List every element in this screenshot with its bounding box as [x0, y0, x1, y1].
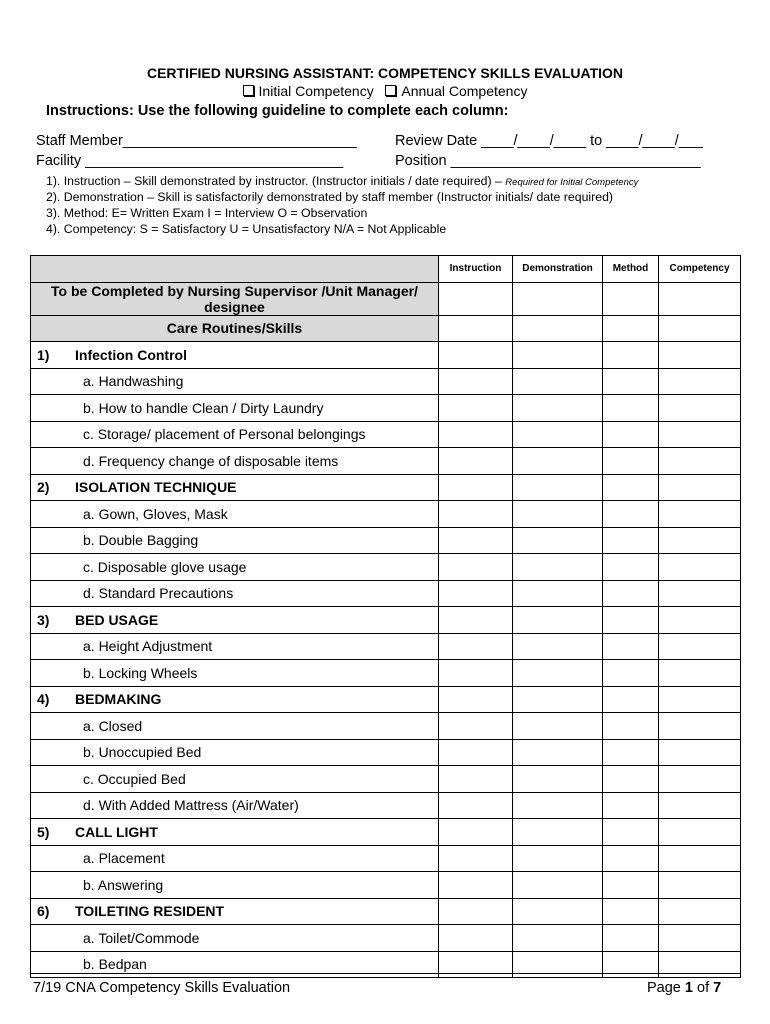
initial-competency-label: Initial Competency: [258, 83, 374, 99]
skill-label: d. With Added Mattress (Air/Water): [31, 792, 439, 819]
skill-label: a. Toilet/Commode: [31, 925, 439, 952]
column-demonstration: Demonstration: [513, 256, 603, 283]
cell-instruction[interactable]: [439, 739, 513, 766]
cell-demonstration[interactable]: [513, 282, 603, 315]
cell-instruction[interactable]: [439, 580, 513, 607]
skill-label: c. Disposable glove usage: [31, 554, 439, 581]
cell-instruction[interactable]: [439, 368, 513, 395]
skill-label: b. Double Bagging: [31, 527, 439, 554]
category-name: TOILETING RESIDENT: [75, 903, 225, 920]
cell-competency[interactable]: [659, 282, 741, 315]
annual-competency-label: Annual Competency: [401, 83, 528, 99]
supervisor-line1: To be Completed by Nursing Supervisor /Unit Manager/: [51, 282, 418, 299]
cell-demonstration[interactable]: [513, 686, 603, 713]
category-number: 3): [37, 611, 50, 628]
legend-method: 3). Method: E= Written Exam I = Interview O = Observation: [46, 206, 368, 220]
category-row: [31, 898, 741, 925]
cell-demonstration[interactable]: [513, 368, 603, 395]
cell-method[interactable]: [603, 282, 659, 315]
skill-label: a. Handwashing: [31, 368, 439, 395]
cell-competency[interactable]: [659, 633, 741, 660]
cell-demonstration[interactable]: [513, 872, 603, 899]
cell-demonstration[interactable]: [513, 342, 603, 369]
table-header-row: [31, 256, 741, 283]
cell-demonstration[interactable]: [513, 845, 603, 872]
cell-method[interactable]: [603, 766, 659, 793]
cell-demonstration[interactable]: [513, 315, 603, 342]
supervisor-row: [31, 282, 741, 315]
legend-instruction: [46, 174, 638, 188]
cell-instruction[interactable]: [439, 660, 513, 687]
cell-competency[interactable]: [659, 554, 741, 581]
cell-instruction[interactable]: [439, 925, 513, 952]
cell-demonstration[interactable]: [513, 660, 603, 687]
skill-label: a. Height Adjustment: [31, 633, 439, 660]
instructions-heading: Instructions: Use the following guideline to complete each column:: [46, 103, 509, 119]
cell-demonstration[interactable]: [513, 554, 603, 581]
category-name: ISOLATION TECHNIQUE: [75, 479, 237, 496]
page-prefix: Page: [647, 980, 681, 996]
cell-instruction[interactable]: [439, 766, 513, 793]
cell-method[interactable]: [603, 792, 659, 819]
skill-row: [31, 845, 741, 872]
category-name: BED USAGE: [75, 611, 159, 628]
cell-method[interactable]: [603, 342, 659, 369]
cell-method[interactable]: [603, 713, 659, 740]
cell-method[interactable]: [603, 607, 659, 634]
category-cell: [31, 474, 439, 501]
cell-competency[interactable]: [659, 925, 741, 952]
cell-competency[interactable]: [659, 342, 741, 369]
cell-competency[interactable]: [659, 660, 741, 687]
cell-instruction[interactable]: [439, 448, 513, 475]
cell-competency[interactable]: [659, 315, 741, 342]
cell-demonstration[interactable]: [513, 501, 603, 528]
skill-row: [31, 633, 741, 660]
skills-table: [30, 255, 741, 978]
skill-row: [31, 501, 741, 528]
cell-instruction[interactable]: [439, 421, 513, 448]
legend-instruction-text: 1). Instruction – Skill demonstrated by instructor. (Instructor initials / date required) –: [46, 174, 502, 188]
skill-label: c. Storage/ placement of Personal belongings: [31, 421, 439, 448]
cell-method[interactable]: [603, 527, 659, 554]
cell-demonstration[interactable]: [513, 739, 603, 766]
cell-method[interactable]: [603, 898, 659, 925]
cell-method[interactable]: [603, 315, 659, 342]
header-blank-cell: [31, 256, 439, 283]
cell-method[interactable]: [603, 580, 659, 607]
footer-divider: [30, 973, 740, 974]
footer-title: 7/19 CNA Competency Skills Evaluation: [33, 980, 291, 996]
cell-method[interactable]: [603, 686, 659, 713]
cell-demonstration[interactable]: [513, 925, 603, 952]
category-name: CALL LIGHT: [75, 823, 158, 840]
cell-competency[interactable]: [659, 819, 741, 846]
initial-competency-checkbox[interactable]: [243, 85, 254, 96]
cell-instruction[interactable]: [439, 607, 513, 634]
cell-competency[interactable]: [659, 395, 741, 422]
skill-label: b. Bedpan: [31, 951, 439, 978]
cell-competency[interactable]: [659, 580, 741, 607]
category-row: [31, 607, 741, 634]
skill-label: d. Standard Precautions: [31, 580, 439, 607]
care-routines-row: [31, 315, 741, 342]
document-title: CERTIFIED NURSING ASSISTANT: COMPETENCY SKILLS EVALUATION: [146, 65, 624, 81]
category-name: BEDMAKING: [75, 691, 162, 708]
cell-method[interactable]: [603, 872, 659, 899]
skill-row: [31, 580, 741, 607]
cell-method[interactable]: [603, 474, 659, 501]
page-current: 1: [684, 980, 693, 996]
category-name: Infection Control: [75, 346, 187, 363]
cell-method[interactable]: [603, 421, 659, 448]
cell-competency[interactable]: [659, 872, 741, 899]
cell-instruction[interactable]: [439, 713, 513, 740]
skill-rows: [31, 342, 741, 978]
skill-row: [31, 421, 741, 448]
supervisor-line2: designee: [204, 298, 265, 315]
cell-instruction[interactable]: [439, 527, 513, 554]
cell-method[interactable]: [603, 448, 659, 475]
skill-label: a. Placement: [31, 845, 439, 872]
legend-competency: 4). Competency: S = Satisfactory U = Unsatisfactory N/A = Not Applicable: [46, 222, 447, 236]
category-cell: [31, 819, 439, 846]
cell-instruction[interactable]: [439, 315, 513, 342]
skill-label: b. Locking Wheels: [31, 660, 439, 687]
category-cell: [31, 342, 439, 369]
skill-label: b. Answering: [31, 872, 439, 899]
cell-demonstration[interactable]: [513, 580, 603, 607]
page-number: [647, 980, 721, 996]
cell-method[interactable]: [603, 925, 659, 952]
cell-instruction[interactable]: [439, 792, 513, 819]
supervisor-cell: [31, 282, 439, 315]
category-number: 4): [37, 691, 50, 708]
skill-label: d. Frequency change of disposable items: [31, 448, 439, 475]
staff-member-field[interactable]: Staff Member_____________________________: [36, 133, 357, 149]
cell-competency[interactable]: [659, 766, 741, 793]
category-row: [31, 342, 741, 369]
cell-demonstration[interactable]: [513, 713, 603, 740]
cell-instruction[interactable]: [439, 554, 513, 581]
cell-instruction[interactable]: [439, 474, 513, 501]
column-competency: Competency: [659, 256, 741, 283]
cell-demonstration[interactable]: [513, 792, 603, 819]
skill-row: [31, 739, 741, 766]
cell-competency[interactable]: [659, 898, 741, 925]
category-number: 5): [37, 823, 50, 840]
skill-row: [31, 660, 741, 687]
cell-instruction[interactable]: [439, 342, 513, 369]
skill-row: [31, 554, 741, 581]
column-instruction: Instruction: [439, 256, 513, 283]
competency-type-row: [0, 83, 770, 99]
skill-row: [31, 395, 741, 422]
cell-demonstration[interactable]: [513, 607, 603, 634]
category-row: [31, 819, 741, 846]
cell-competency[interactable]: [659, 421, 741, 448]
cell-instruction[interactable]: [439, 395, 513, 422]
cell-competency[interactable]: [659, 501, 741, 528]
category-cell: [31, 898, 439, 925]
cell-competency[interactable]: [659, 368, 741, 395]
skill-row: [31, 792, 741, 819]
cell-method[interactable]: [603, 554, 659, 581]
category-row: [31, 686, 741, 713]
cell-competency[interactable]: [659, 686, 741, 713]
cell-instruction[interactable]: [439, 819, 513, 846]
cell-method[interactable]: [603, 501, 659, 528]
category-cell: [31, 607, 439, 634]
cell-instruction[interactable]: [439, 845, 513, 872]
legend-instruction-note: Required for Initial Competency: [505, 177, 639, 188]
cell-instruction[interactable]: [439, 872, 513, 899]
cell-instruction[interactable]: [439, 282, 513, 315]
cell-competency[interactable]: [659, 474, 741, 501]
cell-demonstration[interactable]: [513, 474, 603, 501]
cell-instruction[interactable]: [439, 686, 513, 713]
skill-row: [31, 872, 741, 899]
category-cell: [31, 686, 439, 713]
cell-competency[interactable]: [659, 739, 741, 766]
cell-demonstration[interactable]: [513, 819, 603, 846]
category-number: 2): [37, 479, 50, 496]
category-number: 1): [37, 346, 50, 363]
skill-row: [31, 925, 741, 952]
cell-instruction[interactable]: [439, 501, 513, 528]
cell-demonstration[interactable]: [513, 421, 603, 448]
facility-field[interactable]: Facility ________________________________: [36, 153, 344, 169]
cell-competency[interactable]: [659, 845, 741, 872]
cell-competency[interactable]: [659, 448, 741, 475]
cell-demonstration[interactable]: [513, 898, 603, 925]
cell-method[interactable]: [603, 368, 659, 395]
skill-row: [31, 713, 741, 740]
category-row: [31, 474, 741, 501]
cell-method[interactable]: [603, 660, 659, 687]
cell-demonstration[interactable]: [513, 633, 603, 660]
column-method: Method: [603, 256, 659, 283]
skill-label: b. How to handle Clean / Dirty Laundry: [31, 395, 439, 422]
cell-instruction[interactable]: [439, 898, 513, 925]
cell-competency[interactable]: [659, 713, 741, 740]
skill-label: a. Gown, Gloves, Mask: [31, 501, 439, 528]
annual-competency-checkbox[interactable]: [385, 85, 396, 96]
skill-row: [31, 527, 741, 554]
cell-demonstration[interactable]: [513, 448, 603, 475]
cell-method[interactable]: [603, 633, 659, 660]
cell-demonstration[interactable]: [513, 527, 603, 554]
skill-label: b. Unoccupied Bed: [31, 739, 439, 766]
legend-demonstration: 2). Demonstration – Skill is satisfactorily demonstrated by staff member (Instructor initials/ date required): [46, 190, 614, 204]
page-of: of: [697, 980, 710, 996]
cell-competency[interactable]: [659, 527, 741, 554]
cell-demonstration[interactable]: [513, 766, 603, 793]
skill-row: [31, 766, 741, 793]
cell-method[interactable]: [603, 395, 659, 422]
cell-competency[interactable]: [659, 792, 741, 819]
care-routines-cell: Care Routines/Skills: [31, 315, 439, 342]
cell-method[interactable]: [603, 739, 659, 766]
page-total: 7: [713, 980, 722, 996]
cell-method[interactable]: [603, 845, 659, 872]
cell-demonstration[interactable]: [513, 395, 603, 422]
position-field[interactable]: Position _______________________________: [395, 153, 701, 169]
skill-row: [31, 448, 741, 475]
category-number: 6): [37, 903, 50, 920]
cell-method[interactable]: [603, 819, 659, 846]
skill-label: c. Occupied Bed: [31, 766, 439, 793]
review-date-field[interactable]: Review Date ____/____/____ to ____/____/___: [395, 133, 703, 149]
cell-competency[interactable]: [659, 607, 741, 634]
cell-instruction[interactable]: [439, 633, 513, 660]
skill-row: [31, 368, 741, 395]
skill-label: a. Closed: [31, 713, 439, 740]
